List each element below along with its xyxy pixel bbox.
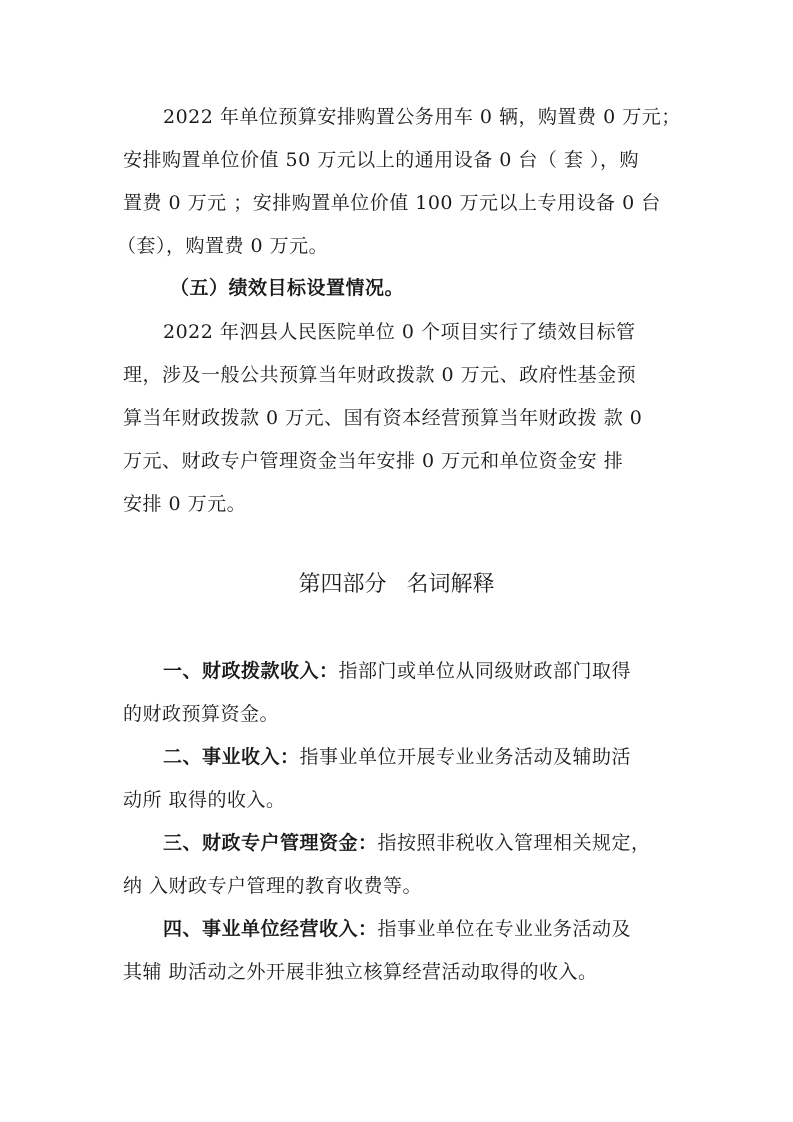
term-definition bbox=[163, 834, 651, 853]
term-continuation: 的财政预算资金。 bbox=[123, 703, 280, 725]
paragraph-line: 2022 年泗县人民医院单位 0 个项目实行了绩效目标管 bbox=[163, 321, 636, 343]
paragraph-line: （套），购置费 0 万元。 bbox=[117, 235, 329, 257]
term-label: 二、事业收入： bbox=[163, 746, 300, 768]
term-continuation: 纳 入财政专户管理的教育收费等。 bbox=[123, 875, 423, 897]
paragraph-line: 置费 0 万元 ；安排购置单位价值 100 万元以上专用设备 0 台 bbox=[123, 192, 661, 214]
paragraph-line: 理，涉及一般公共预算当年财政拨款 0 万元、政府性基金预 bbox=[123, 364, 637, 386]
term-text: 指按照非税收入管理相关规定， bbox=[377, 832, 651, 854]
part-number: 第四部分 bbox=[298, 572, 387, 597]
paragraph-line: 安排购置单位价值 50 万元以上的通用设备 0 台（ 套 ），购 bbox=[123, 149, 640, 171]
part-title: 名词解释 bbox=[406, 572, 495, 597]
term-label: 一、财政拨款收入： bbox=[163, 660, 339, 682]
section-subheading: （五）绩效目标设置情况。 bbox=[170, 277, 405, 299]
term-text: 指事业单位在专业业务活动及 bbox=[377, 918, 632, 940]
term-text: 指部门或单位从同级财政部门取得 bbox=[338, 660, 632, 682]
term-label: 三、财政专户管理资金： bbox=[163, 832, 378, 854]
paragraph-line: 安排 0 万元。 bbox=[123, 493, 247, 515]
term-definition bbox=[163, 662, 631, 681]
term-text: 指事业单位开展专业业务活动及辅助活 bbox=[299, 746, 632, 768]
paragraph-line: 算当年财政拨款 0 万元、国有资本经营预算当年财政拨 款 0 bbox=[123, 407, 643, 429]
page-title bbox=[0, 574, 793, 596]
term-continuation: 动所 取得的收入。 bbox=[123, 789, 286, 811]
term-continuation: 其辅 助活动之外开展非独立核算经营活动取得的收入。 bbox=[123, 961, 598, 983]
paragraph-line: 2022 年单位预算安排购置公务用车 0 辆，购置费 0 万元； bbox=[163, 106, 681, 128]
paragraph-line: 万元、财政专户管理资金当年安排 0 万元和单位资金安 排 bbox=[123, 450, 624, 472]
term-definition bbox=[163, 920, 631, 939]
term-label: 四、事业单位经营收入： bbox=[163, 918, 378, 940]
term-definition bbox=[163, 748, 631, 767]
